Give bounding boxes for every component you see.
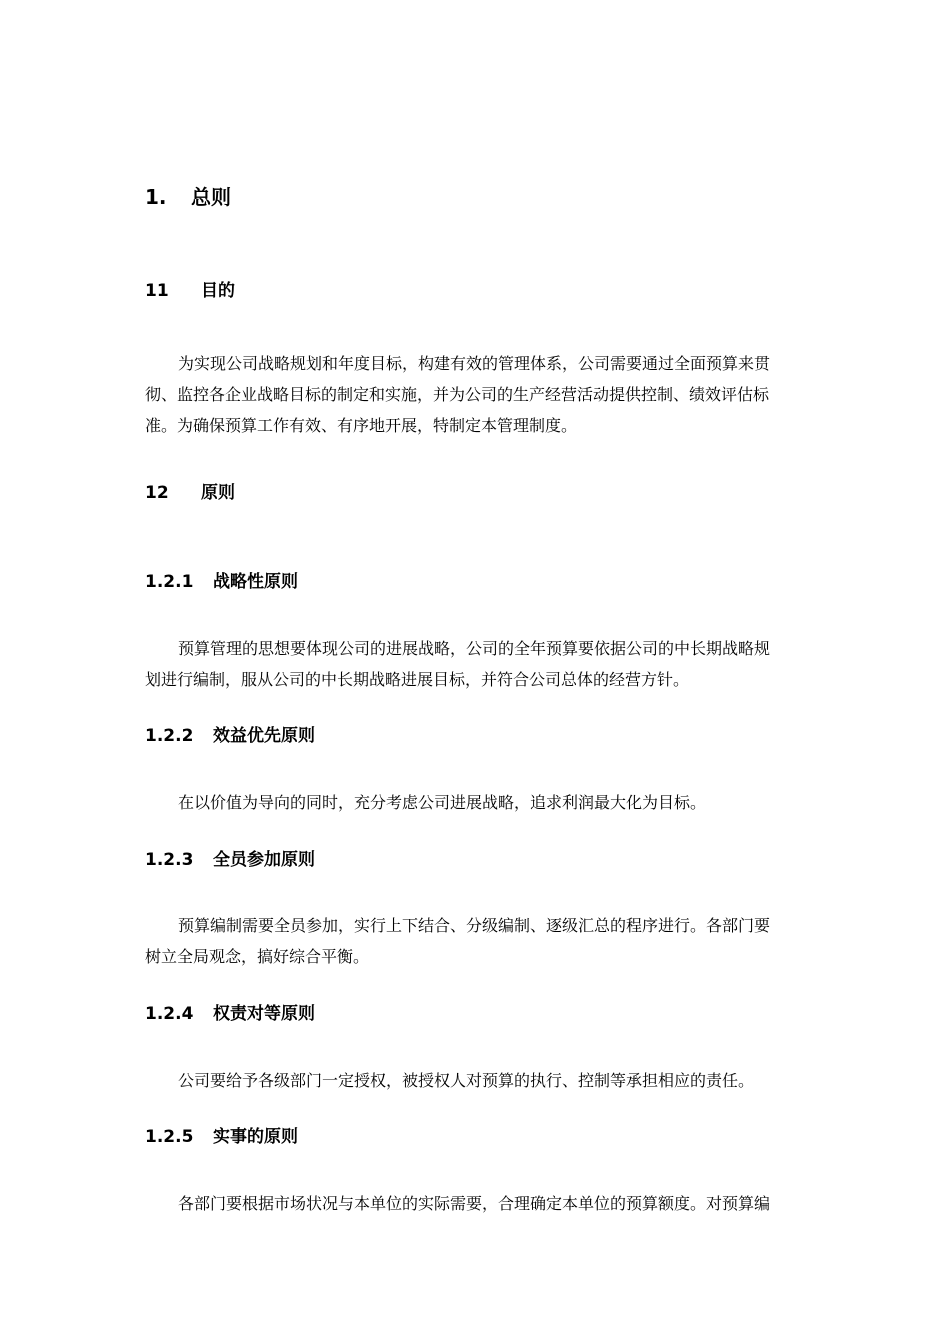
subsection-heading-realism [145,1122,298,1147]
subsection-number: 1.2.4 [145,1004,194,1024]
section-number: 11 [145,281,169,301]
paragraph-line: 为实现公司战略规划和年度目标，构建有效的管理体系，公司需要通过全面预算来贯 [178,354,771,373]
paragraph-efficiency [145,787,807,818]
paragraph-participation [145,910,807,972]
subsection-heading-responsibility [145,999,315,1024]
subsection-title: 全员参加原则 [213,850,315,870]
paragraph-responsibility [145,1065,807,1096]
paragraph-line: 彻、监控各企业战略目标的制定和实施，并为公司的生产经营活动提供控制、绩效评估标 [145,385,770,404]
subsection-number: 1.2.2 [145,726,194,746]
chapter-heading-general [145,181,231,210]
chapter-number: 1. [145,185,167,209]
section-title: 原则 [201,483,235,503]
paragraph-line: 划进行编制，服从公司的中长期战略进展目标，并符合公司总体的经营方针。 [145,670,690,689]
subsection-heading-participation [145,845,315,870]
paragraph-line: 各部门要根据市场状况与本单位的实际需要，合理确定本单位的预算额度。对预算编 [178,1194,771,1213]
chapter-title: 总则 [191,185,231,209]
subsection-heading-efficiency [145,721,315,746]
section-title: 目的 [201,281,235,301]
section-heading-purpose [145,276,235,301]
paragraph-line: 预算编制需要全员参加，实行上下结合、分级编制、逐级汇总的程序进行。各部门要 [178,916,771,935]
paragraph-realism [145,1188,807,1219]
subsection-title: 实事的原则 [213,1127,298,1147]
section-number: 12 [145,483,169,503]
subsection-title: 战略性原则 [213,572,298,592]
subsection-number: 1.2.3 [145,850,194,870]
section-heading-principles [145,478,235,503]
paragraph-purpose [145,348,807,441]
paragraph-line: 准。为确保预算工作有效、有序地开展，特制定本管理制度。 [145,416,578,435]
paragraph-line: 树立全局观念，搞好综合平衡。 [145,947,370,966]
subsection-title: 权责对等原则 [213,1004,315,1024]
subsection-number: 1.2.5 [145,1127,194,1147]
paragraph-line: 公司要给予各级部门一定授权，被授权人对预算的执行、控制等承担相应的责任。 [178,1071,755,1090]
paragraph-line: 预算管理的思想要体现公司的进展战略，公司的全年预算要依据公司的中长期战略规 [178,639,771,658]
subsection-number: 1.2.1 [145,572,194,592]
paragraph-strategic [145,633,807,695]
paragraph-line: 在以价值为导向的同时，充分考虑公司进展战略，追求利润最大化为目标。 [178,793,707,812]
subsection-heading-strategic [145,567,298,592]
subsection-title: 效益优先原则 [213,726,315,746]
